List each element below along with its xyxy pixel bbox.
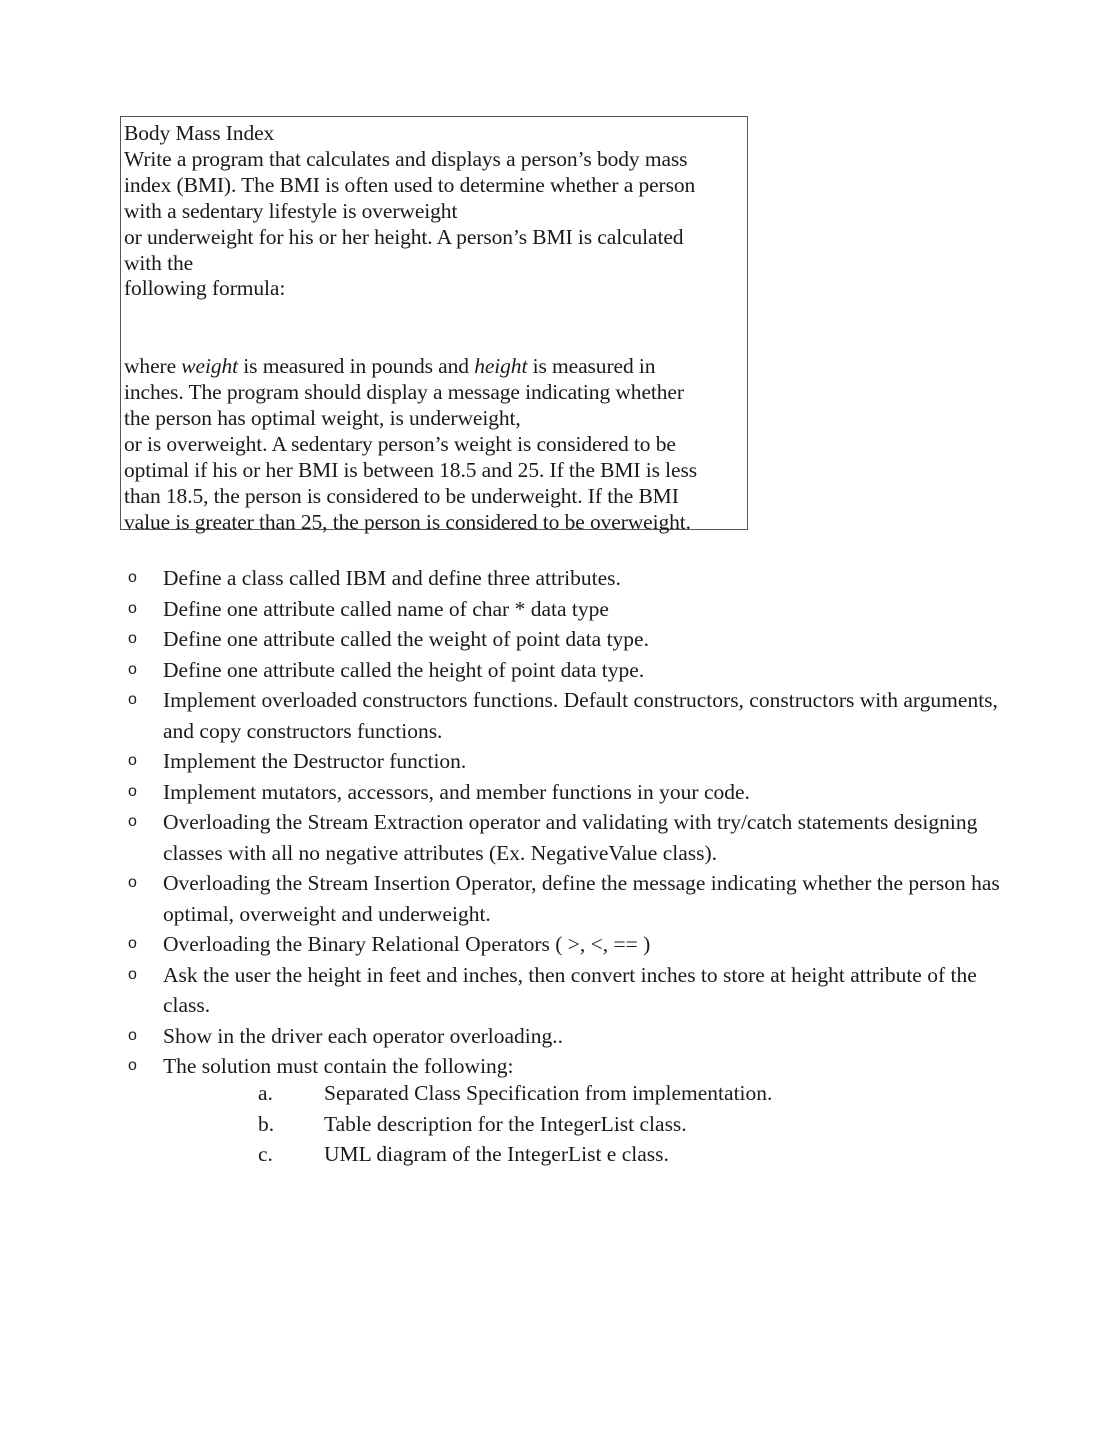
sub-item-text: Table description for the IntegerList class. xyxy=(324,1111,687,1136)
bullet-marker: o xyxy=(128,1057,137,1074)
list-item xyxy=(128,655,1008,686)
list-item xyxy=(128,685,1008,746)
sub-list-item xyxy=(258,1139,772,1170)
solution-contents-list xyxy=(258,1078,772,1170)
list-item-text: Show in the driver each operator overloading.. xyxy=(163,1023,564,1048)
bullet-marker: o xyxy=(128,782,137,800)
list-item xyxy=(128,624,1008,655)
box-title: Body Mass Index xyxy=(124,121,275,145)
weight-italic: weight xyxy=(181,354,239,379)
formula-placeholder xyxy=(124,302,747,354)
requirements-list xyxy=(128,563,1008,1082)
bullet-marker: o xyxy=(128,752,137,769)
list-item xyxy=(128,868,1008,929)
where-part: where xyxy=(124,354,182,379)
bullet-marker: o xyxy=(128,569,137,586)
bullet-marker: o xyxy=(128,1026,137,1044)
list-item-text: The solution must contain the following: xyxy=(163,1054,514,1078)
list-item-text: Overloading the Stream Insertion Operator, define the message indicating whether the person has optimal, overweight and underweight. xyxy=(163,871,1000,926)
list-item-text: Implement mutators, accessors, and member functions in your code. xyxy=(163,779,750,804)
where-part: is measured in xyxy=(527,354,656,379)
bullet-marker: o xyxy=(128,691,137,708)
list-item xyxy=(128,563,1008,594)
bullet-marker: o xyxy=(128,965,137,983)
box-line: or underweight for his or her height. A person’s BMI is calculated xyxy=(124,224,684,249)
sub-item-letter: c. xyxy=(258,1142,273,1166)
list-item xyxy=(128,1021,1008,1052)
list-item-text: Define one attribute called the weight of point data type. xyxy=(163,627,649,651)
sub-list-item xyxy=(258,1078,772,1109)
box-line: inches. The program should display a message indicating whether xyxy=(124,380,684,405)
box-line: following formula: xyxy=(124,276,286,301)
list-item-text: Define one attribute called the height of point data type. xyxy=(163,657,645,682)
list-item xyxy=(128,960,1008,1021)
list-item-text: Overloading the Binary Relational Operators ( >, <, == ) xyxy=(163,932,651,956)
height-italic: height xyxy=(474,354,528,379)
list-item-text: Ask the user the height in feet and inches, then convert inches to store at height attribute of the class. xyxy=(163,962,977,1017)
list-item-text: Implement the Destructor function. xyxy=(163,749,467,773)
box-line: with the xyxy=(124,250,194,275)
bullet-marker: o xyxy=(128,813,137,830)
list-item xyxy=(128,929,1008,960)
box-line: the person has optimal weight, is underweight, xyxy=(124,405,521,430)
sub-list-item xyxy=(258,1109,772,1140)
list-item-text: Define a class called IBM and define three attributes. xyxy=(163,566,621,590)
bullet-marker: o xyxy=(128,630,137,647)
bullet-marker: o xyxy=(128,660,137,678)
list-item xyxy=(128,746,1008,777)
list-item xyxy=(128,594,1008,625)
sub-item-letter: a. xyxy=(258,1081,273,1105)
box-line: optimal if his or her BMI is between 18.5 and 25. If the BMI is less xyxy=(124,457,698,482)
box-line: than 18.5, the person is considered to be underweight. If the BMI xyxy=(124,483,679,508)
sub-item-text: UML diagram of the IntegerList e class. xyxy=(324,1142,669,1166)
sub-item-letter: b. xyxy=(258,1111,275,1136)
list-item-text: Define one attribute called name of char * data type xyxy=(163,596,609,621)
list-item-text: Overloading the Stream Extraction operator and validating with try/catch statements designing classes with all no negative attributes (Ex. NegativeValue class). xyxy=(163,810,978,865)
list-item xyxy=(128,807,1008,868)
box-line: Write a program that calculates and displays a person’s body mass xyxy=(124,146,688,171)
box-line: value is greater than 25, the person is considered to be overweight. xyxy=(124,509,691,534)
bullet-marker: o xyxy=(128,874,137,891)
bullet-marker: o xyxy=(128,599,137,617)
list-item-text: Implement overloaded constructors functions. Default constructors, constructors with arguments, and copy constructors functions. xyxy=(163,688,998,743)
where-part: is measured in pounds and xyxy=(238,354,475,379)
box-line: with a sedentary lifestyle is overweight xyxy=(124,198,458,223)
list-item xyxy=(128,1051,1008,1082)
bmi-problem-box xyxy=(120,116,748,534)
bullet-marker: o xyxy=(128,935,137,952)
box-line: index (BMI). The BMI is often used to determine whether a person xyxy=(124,172,696,197)
box-line-where xyxy=(124,354,747,380)
box-line: or is overweight. A sedentary person’s weight is considered to be xyxy=(124,431,676,456)
sub-item-text: Separated Class Specification from implementation. xyxy=(324,1081,773,1105)
list-item xyxy=(128,777,1008,808)
